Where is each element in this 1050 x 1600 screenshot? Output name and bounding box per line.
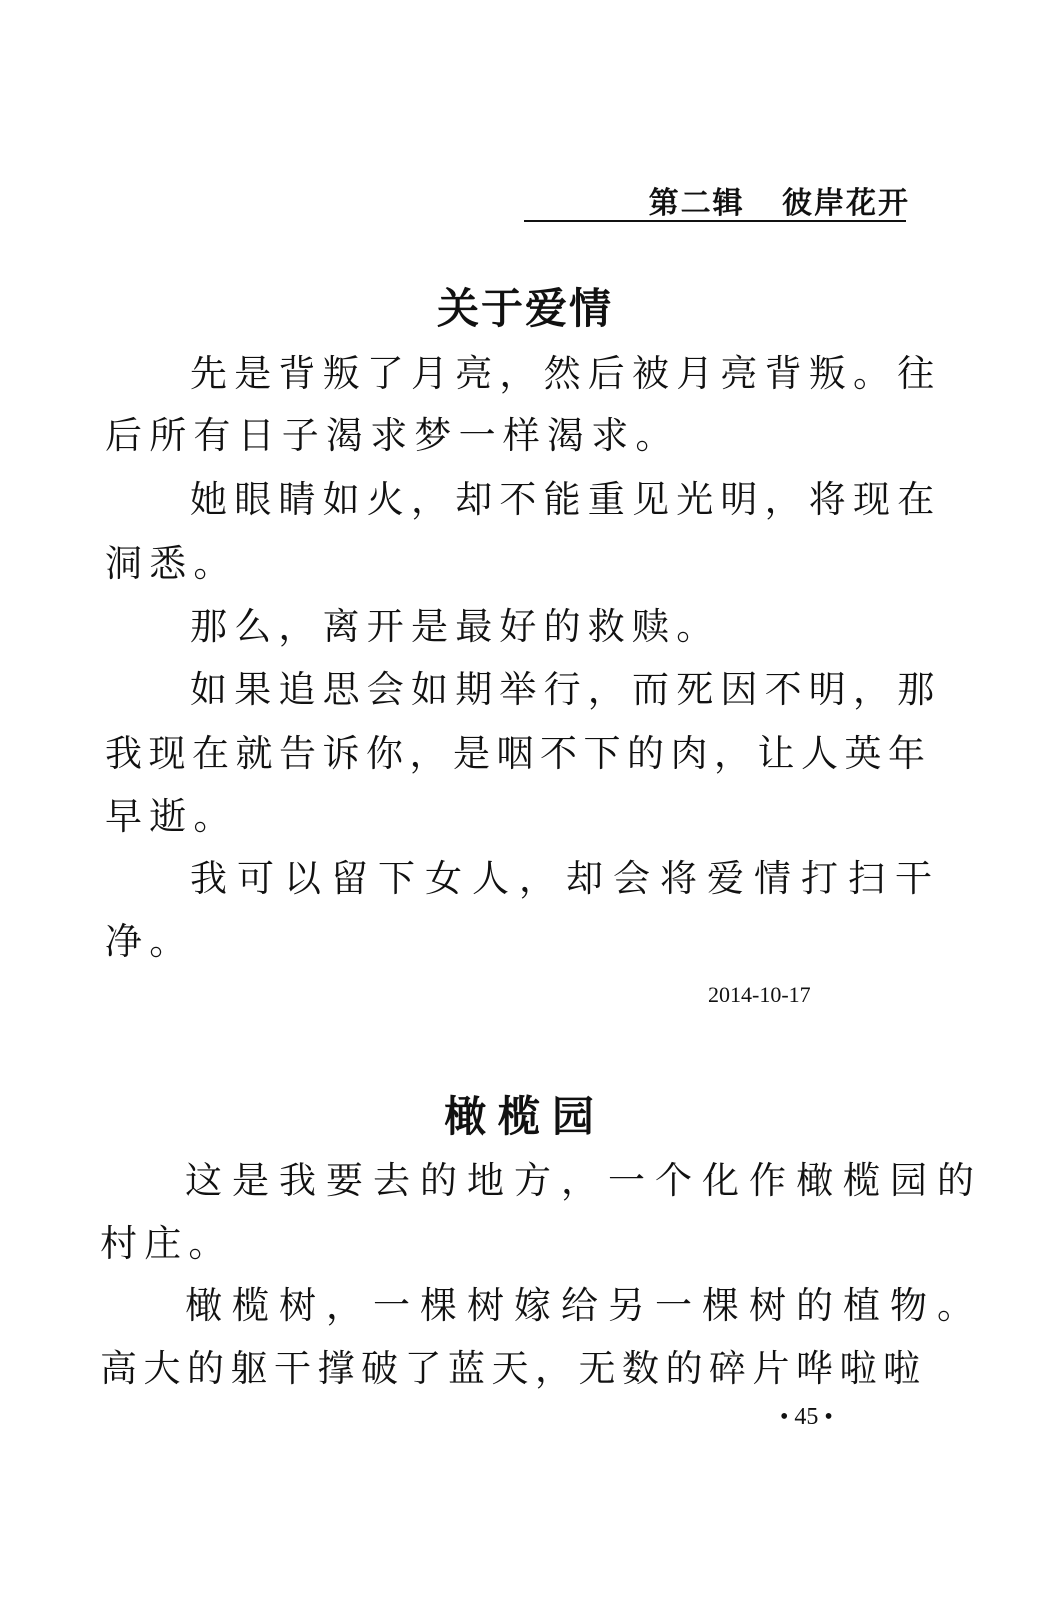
- poem-line: 那么，离开是最好的救赎。: [190, 605, 721, 648]
- poem-line: 村庄。: [100, 1222, 233, 1265]
- poem-line: 如果追思会如期举行，而死因不明，那: [190, 668, 942, 711]
- poem-line: 高大的躯干撑破了蓝天，无数的碎片哗啦啦: [100, 1347, 927, 1390]
- poem-line: 早逝。: [105, 795, 238, 838]
- poem-line: 我可以留下女人，却会将爱情打扫干: [190, 857, 942, 900]
- poem-line: 洞悉。: [105, 542, 238, 585]
- poem-line: 这是我要去的地方，一个化作橄榄园的: [185, 1159, 984, 1202]
- poem-title: 关于爱情: [436, 284, 613, 333]
- header-rule: [524, 220, 906, 222]
- poem-line: 她眼睛如火，却不能重见光明，将现在: [190, 478, 942, 521]
- header-section: 第二辑: [648, 186, 745, 221]
- poem-line: 橄榄树，一棵树嫁给另一棵树的植物。: [185, 1284, 984, 1327]
- poem-title: 橄榄园: [443, 1092, 606, 1141]
- poem-line: 后所有日子渴求梦一样渴求。: [105, 414, 680, 457]
- poem-date: 2014-10-17: [708, 982, 811, 1007]
- poem-line: 净。: [105, 920, 194, 963]
- header-title: 彼岸花开: [782, 186, 910, 221]
- running-header: [520, 178, 910, 221]
- poem-line: 先是背叛了月亮，然后被月亮背叛。往: [190, 352, 942, 395]
- page-number: • 45 •: [780, 1404, 833, 1430]
- poem-line: 我现在就告诉你，是咽不下的肉，让人英年: [105, 732, 932, 775]
